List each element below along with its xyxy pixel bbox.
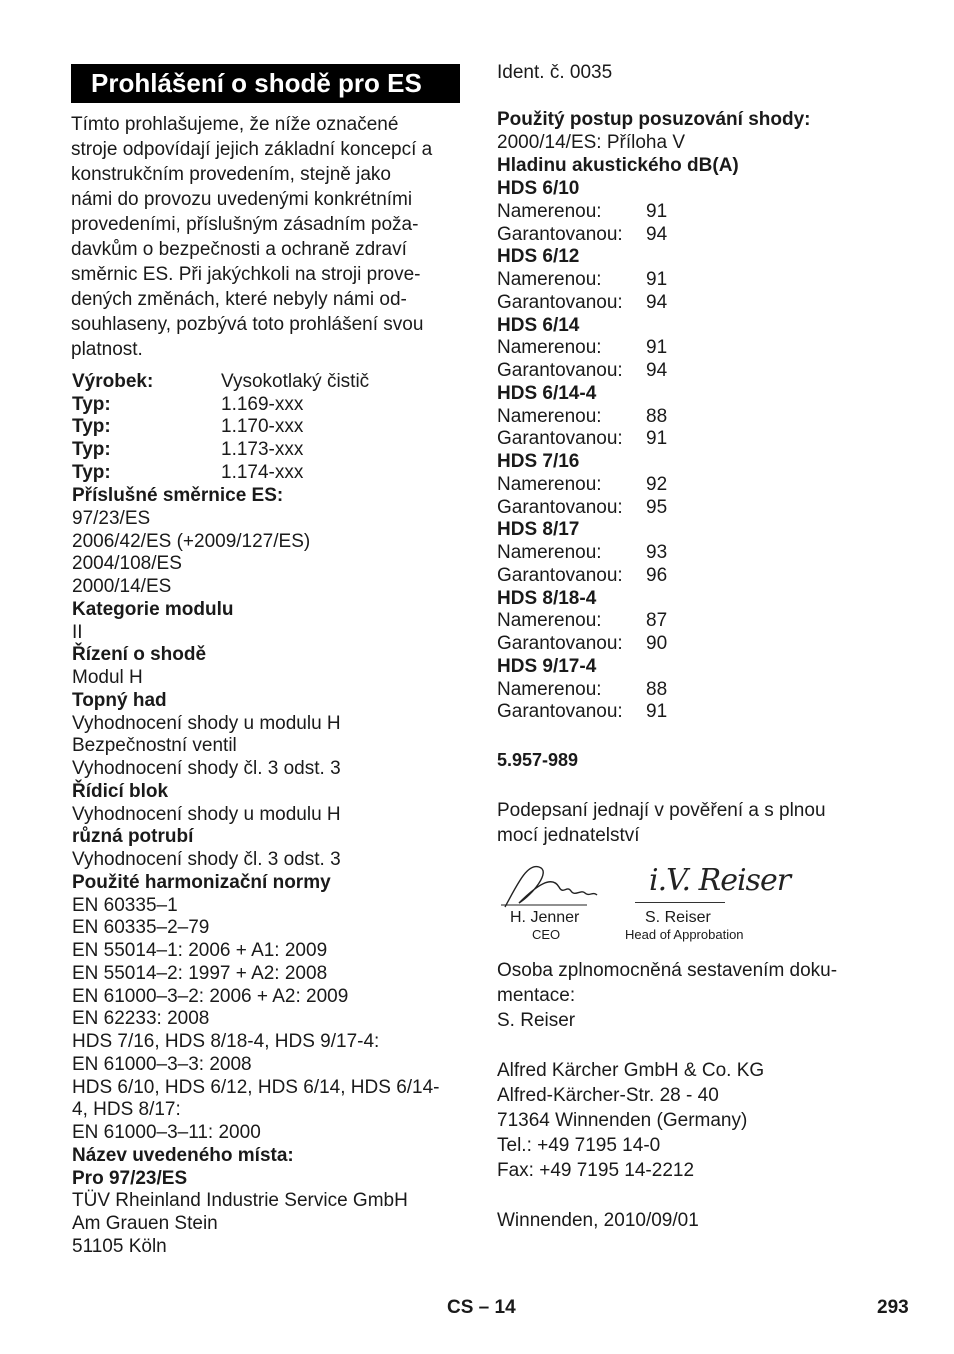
noise-label: Hladinu akustického dB(A) [497, 155, 739, 176]
measured-label: Namerenou: [497, 474, 602, 495]
type-label: Typ: [72, 462, 111, 483]
section-heading: Pro 97/23/ES [72, 1168, 188, 1189]
measured-label: Namerenou: [497, 406, 602, 427]
guaranteed-value: 94 [646, 224, 668, 245]
section-line: Vyhodnocení shody u modulu H [72, 713, 341, 734]
section-line: HDS 7/16, HDS 8/18-4, HDS 9/17-4: [72, 1031, 380, 1052]
intro-line: platnost. [71, 339, 143, 360]
intro-line: stroje odpovídají jejich základní koncepcí a [71, 139, 433, 160]
measured-value: 91 [646, 201, 668, 222]
authorized-line: mentace: [497, 985, 576, 1006]
model-name: HDS 7/16 [497, 451, 580, 472]
intro-line: konstrukčním provedením, stejně jako [71, 164, 391, 185]
doc-number: 5.957-989 [497, 750, 579, 770]
type-label: Typ: [72, 394, 111, 415]
measured-label: Namerenou: [497, 542, 602, 563]
type-value: 1.170-xxx [221, 416, 304, 437]
intro-line: dených změnách, které nebyly námi od- [71, 289, 407, 310]
section-heading: Název uvedeného místa: [72, 1145, 294, 1166]
section-line: Bezpečnostní ventil [72, 735, 237, 756]
measured-value: 91 [646, 337, 668, 358]
section-line: EN 62233: 2008 [72, 1008, 210, 1029]
ident-number: Ident. č. 0035 [497, 62, 613, 83]
procedure-value: 2000/14/ES: Příloha V [497, 132, 686, 153]
product-value: Vysokotlaký čistič [221, 371, 370, 392]
section-line: 2004/108/ES [72, 553, 182, 574]
signatory-role: Head of Approbation [625, 927, 744, 942]
section-heading: Použité harmonizační normy [72, 872, 331, 893]
model-name: HDS 9/17-4 [497, 656, 597, 677]
measured-value: 92 [646, 474, 668, 495]
signed-text-line: Podepsaní jednají v pověření a s plnou [497, 800, 826, 821]
model-name: HDS 6/14-4 [497, 383, 597, 404]
section-line: EN 60335–1 [72, 895, 178, 916]
section-line: Vyhodnocení shody čl. 3 odst. 3 [72, 758, 341, 779]
guaranteed-label: Garantovanou: [497, 292, 623, 313]
measured-value: 88 [646, 679, 668, 700]
section-heading: Řídicí blok [72, 781, 169, 802]
section-heading: Řízení o shodě [72, 644, 207, 665]
guaranteed-value: 95 [646, 497, 668, 518]
intro-line: provedeními, příslušným zásadním poža- [71, 214, 419, 235]
guaranteed-value: 91 [646, 701, 668, 722]
type-value: 1.169-xxx [221, 394, 304, 415]
model-name: HDS 6/10 [497, 178, 580, 199]
address-line: Fax: +49 7195 14-2212 [497, 1160, 695, 1181]
section-line: 51105 Köln [72, 1236, 167, 1257]
address-line: Alfred-Kärcher-Str. 28 - 40 [497, 1085, 719, 1106]
section-line: Modul H [72, 667, 143, 688]
guaranteed-value: 96 [646, 565, 668, 586]
section-line: Vyhodnocení shody u modulu H [72, 804, 341, 825]
section-line: Vyhodnocení shody čl. 3 odst. 3 [72, 849, 341, 870]
measured-label: Namerenou: [497, 201, 602, 222]
measured-value: 91 [646, 269, 668, 290]
section-line: EN 55014–1: 2006 + A1: 2009 [72, 940, 328, 961]
section-line: II [72, 622, 83, 643]
page-number: 293 [877, 1297, 909, 1318]
signed-text-line: mocí jednatelství [497, 825, 640, 846]
guaranteed-label: Garantovanou: [497, 565, 623, 586]
section-line: HDS 6/10, HDS 6/12, HDS 6/14, HDS 6/14- [72, 1077, 440, 1098]
section-heading: Příslušné směrnice ES: [72, 485, 284, 506]
type-value: 1.173-xxx [221, 439, 304, 460]
procedure-label: Použitý postup posuzování shody: [497, 109, 811, 130]
guaranteed-label: Garantovanou: [497, 497, 623, 518]
signature-line [635, 902, 725, 903]
guaranteed-value: 94 [646, 360, 668, 381]
guaranteed-value: 94 [646, 292, 668, 313]
section-line: TÜV Rheinland Industrie Service GmbH [72, 1190, 408, 1211]
page-title: Prohlášení o shodě pro ES [71, 64, 460, 103]
measured-label: Namerenou: [497, 337, 602, 358]
intro-line: Tímto prohlašujeme, že níže označené [71, 114, 399, 135]
model-name: HDS 8/18-4 [497, 588, 597, 609]
footer-label: CS – 14 [447, 1297, 516, 1318]
address-line: Alfred Kärcher GmbH & Co. KG [497, 1060, 765, 1081]
guaranteed-label: Garantovanou: [497, 360, 623, 381]
section-line: 97/23/ES [72, 508, 151, 529]
section-line: EN 61000–3–2: 2006 + A2: 2009 [72, 986, 349, 1007]
section-line: 4, HDS 8/17: [72, 1099, 181, 1120]
intro-line: souhlaseny, pozbývá toto prohlášení svou [71, 314, 424, 335]
authorized-line: Osoba zplnomocněná sestavením doku- [497, 960, 838, 981]
section-line: EN 60335–2–79 [72, 917, 210, 938]
signatory-role: CEO [532, 927, 561, 942]
signatory-name: S. Reiser [645, 909, 711, 926]
type-label: Typ: [72, 439, 111, 460]
product-label: Výrobek: [72, 371, 154, 392]
section-line: 2006/42/ES (+2009/127/ES) [72, 531, 311, 552]
guaranteed-label: Garantovanou: [497, 224, 623, 245]
type-value: 1.174-xxx [221, 462, 304, 483]
guaranteed-value: 90 [646, 633, 668, 654]
measured-label: Namerenou: [497, 269, 602, 290]
measured-value: 87 [646, 610, 668, 631]
intro-line: námi do provozu uvedenými konkrétními [71, 189, 413, 210]
section-line: EN 61000–3–11: 2000 [72, 1122, 261, 1143]
measured-label: Namerenou: [497, 610, 602, 631]
guaranteed-value: 91 [646, 428, 668, 449]
place-date: Winnenden, 2010/09/01 [497, 1210, 699, 1231]
guaranteed-label: Garantovanou: [497, 428, 623, 449]
type-label: Typ: [72, 416, 111, 437]
section-line: 2000/14/ES [72, 576, 172, 597]
signature-reiser: i.V. Reiser [649, 863, 791, 898]
section-line: EN 61000–3–3: 2008 [72, 1054, 252, 1075]
section-heading: různá potrubí [72, 826, 194, 847]
authorized-line: S. Reiser [497, 1010, 576, 1031]
section-line: EN 55014–2: 1997 + A2: 2008 [72, 963, 328, 984]
intro-line: směrnic ES. Při jakýchkoli na stroji prove- [71, 264, 421, 285]
measured-value: 88 [646, 406, 668, 427]
address-line: 71364 Winnenden (Germany) [497, 1110, 748, 1131]
measured-label: Namerenou: [497, 679, 602, 700]
section-heading: Kategorie modulu [72, 599, 234, 620]
model-name: HDS 6/12 [497, 246, 580, 267]
measured-value: 93 [646, 542, 668, 563]
model-name: HDS 6/14 [497, 315, 580, 336]
guaranteed-label: Garantovanou: [497, 701, 623, 722]
intro-paragraph [71, 112, 461, 362]
section-heading: Topný had [72, 690, 167, 711]
address-line: Tel.: +49 7195 14-0 [497, 1135, 661, 1156]
section-line: Am Grauen Stein [72, 1213, 218, 1234]
guaranteed-label: Garantovanou: [497, 633, 623, 654]
model-name: HDS 8/17 [497, 519, 580, 540]
signatory-name: H. Jenner [510, 909, 580, 926]
intro-line: davkům o bezpečnosti a ochraně zdraví [71, 239, 407, 260]
